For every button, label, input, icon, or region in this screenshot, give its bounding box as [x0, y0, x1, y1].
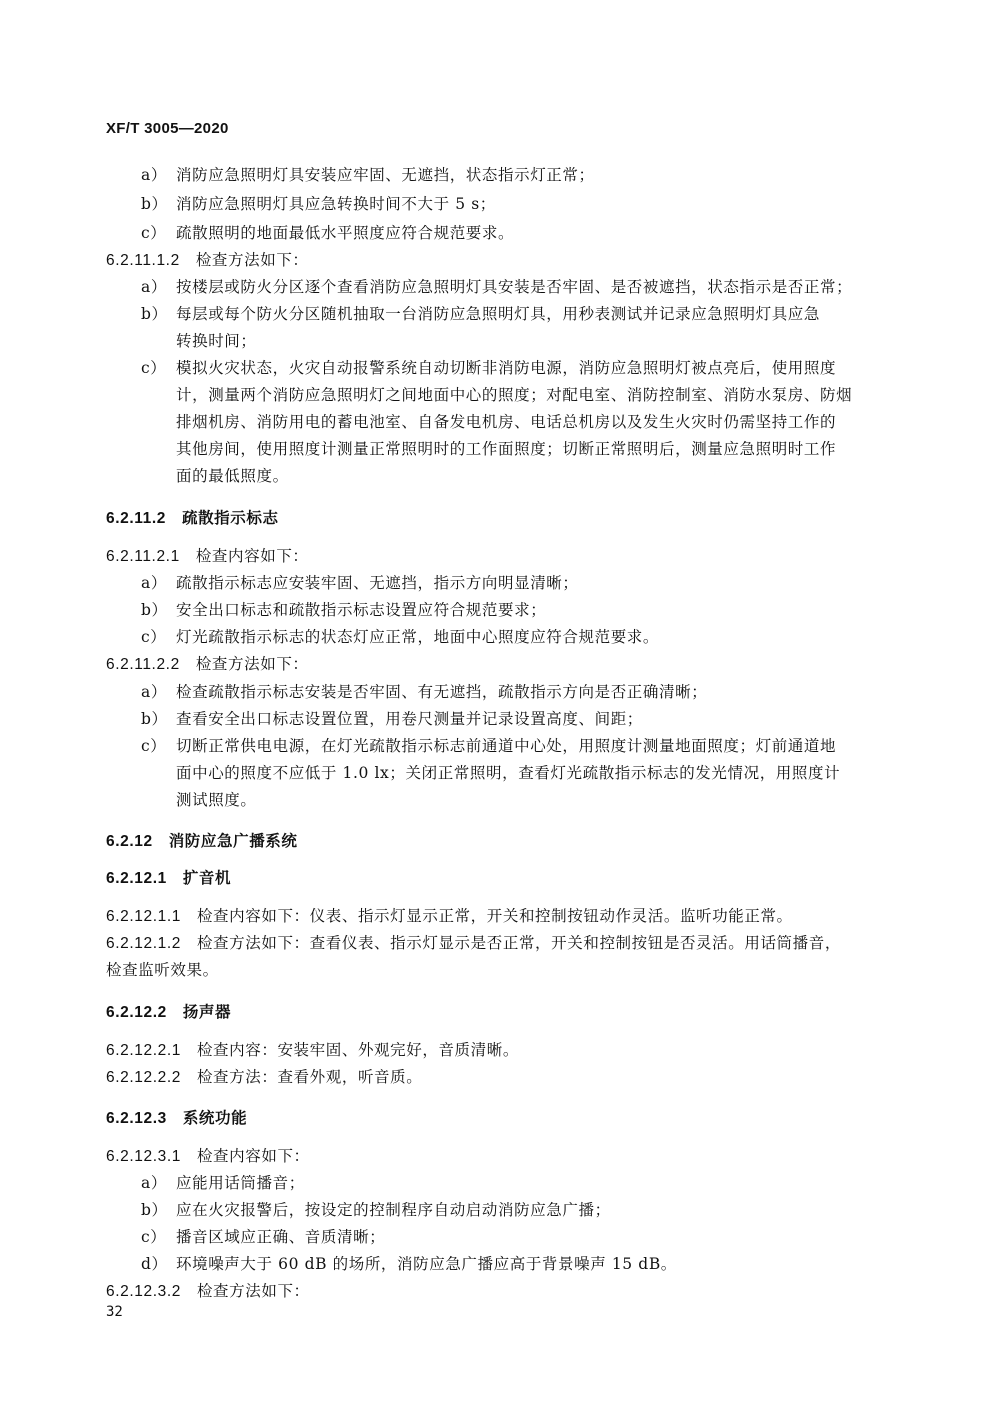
clause-text: 检查方法如下：查看仪表、指示灯显示是否正常，开关和控制按钮是否灵活。用话筒播音， [196, 934, 841, 952]
clause-number: 6.2.12.2.2 [106, 1069, 181, 1086]
clause [106, 1039, 519, 1062]
list-item [141, 708, 643, 730]
list-item-continuation: 计，测量两个消防应急照明灯之间地面中心的照度；对配电室、消防控制室、消防水泵房、防烟 [176, 386, 853, 404]
list-item [141, 681, 707, 703]
list-item-text: 按楼层或防火分区逐个查看消防应急照明灯具安装是否牢固、是否被遮挡，状态指示是否正常； [176, 278, 853, 296]
list-item-marker: d） [141, 1255, 168, 1273]
list-item-continuation: 排烟机房、消防用电的蓄电池室、自备发电机房、电话总机房以及发生火灾时仍需坚持工作的 [176, 413, 837, 431]
clause [106, 1280, 310, 1303]
list-item-continuation: 面中心的照度不应低于 1.0 lx；关闭正常照明，查看灯光疏散指示标志的发光情况，用照度计 [176, 764, 841, 782]
list-item-marker: c） [141, 1228, 167, 1246]
section-title: 扬声器 [182, 1002, 232, 1021]
section-title: 扩音机 [182, 868, 232, 887]
list-item-continuation: 面的最低照度。 [176, 467, 289, 485]
list-item [141, 626, 659, 648]
list-item-marker: c） [141, 628, 167, 646]
standard-code-header: XF/T 3005—2020 [106, 120, 229, 137]
clause-text: 检查方法如下： [195, 655, 309, 673]
list-item [141, 193, 496, 215]
clause [106, 653, 309, 676]
list-item-marker: b） [141, 710, 168, 728]
list-item-marker: a） [141, 1174, 167, 1192]
section-number: 6.2.12.3 [106, 1110, 167, 1127]
list-item-continuation: 转换时间； [176, 332, 257, 350]
clause-number: 6.2.12.3.2 [106, 1283, 181, 1300]
list-item [141, 1226, 385, 1248]
clause-number: 6.2.12.1.2 [106, 935, 181, 952]
clause-text: 检查方法如下： [196, 1282, 310, 1300]
list-item [141, 222, 514, 244]
clause-number: 6.2.11.1.2 [106, 252, 180, 269]
section-number: 6.2.12.1 [106, 870, 167, 887]
section-heading [106, 867, 231, 890]
list-item-marker: a） [141, 574, 167, 592]
paragraph-continuation: 检查监听效果。 [106, 961, 219, 979]
section-title: 系统功能 [182, 1108, 248, 1127]
clause [106, 1145, 310, 1168]
clause-text: 检查方法如下： [195, 251, 309, 269]
list-item-text: 安全出口标志和疏散指示标志设置应符合规范要求； [176, 601, 547, 619]
list-item-text: 查看安全出口标志设置位置，用卷尺测量并记录设置高度、间距； [176, 710, 643, 728]
list-item [141, 572, 579, 594]
clause-number: 6.2.12.3.1 [106, 1148, 181, 1165]
list-item-marker: a） [141, 166, 167, 184]
clause-text: 检查内容如下：仪表、指示灯显示正常，开关和控制按钮动作灵活。监听功能正常。 [196, 907, 793, 925]
section-heading [106, 830, 298, 853]
clause-number: 6.2.11.2.2 [106, 656, 180, 673]
list-item-text: 消防应急照明灯具安装应牢固、无遮挡，状态指示灯正常； [176, 166, 595, 184]
clause-number: 6.2.12.1.1 [106, 908, 181, 925]
list-item [141, 357, 836, 379]
clause [106, 1066, 422, 1089]
clause [106, 545, 309, 568]
section-number: 6.2.12.2 [106, 1004, 167, 1021]
list-item-text: 环境噪声大于 60 dB 的场所，消防应急广播应高于背景噪声 15 dB。 [176, 1255, 677, 1273]
list-item-text: 疏散指示标志应安装牢固、无遮挡，指示方向明显清晰； [176, 574, 579, 592]
clause-number: 6.2.11.2.1 [106, 548, 180, 565]
list-item-marker: b） [141, 195, 168, 213]
list-item-text: 模拟火灾状态，火灾自动报警系统自动切断非消防电源，消防应急照明灯被点亮后，使用照度 [176, 359, 837, 377]
list-item-text: 每层或每个防火分区随机抽取一台消防应急照明灯具，用秒表测试并记录应急照明灯具应急 [176, 305, 821, 323]
clause-text: 检查内容如下： [196, 1147, 310, 1165]
section-title: 消防应急广播系统 [168, 831, 298, 850]
clause [106, 249, 309, 272]
list-item-marker: a） [141, 278, 167, 296]
clause-text: 检查方法：查看外观，听音质。 [196, 1068, 423, 1086]
section-heading [106, 507, 279, 530]
list-item-text: 检查疏散指示标志安装是否牢固、有无遮挡，疏散指示方向是否正确清晰； [176, 683, 708, 701]
list-item [141, 1172, 305, 1194]
list-item-marker: c） [141, 359, 167, 377]
list-item-text: 消防应急照明灯具应急转换时间不大于 5 s； [176, 195, 496, 213]
list-item-text: 播音区域应正确、音质清晰； [176, 1228, 386, 1246]
clause-text: 检查内容：安装牢固、外观完好，音质清晰。 [196, 1041, 519, 1059]
section-number: 6.2.11.2 [106, 510, 166, 527]
list-item [141, 164, 595, 186]
section-number: 6.2.12 [106, 833, 153, 850]
list-item-marker: b） [141, 305, 168, 323]
list-item [141, 303, 820, 325]
list-item-text: 疏散照明的地面最低水平照度应符合规范要求。 [176, 224, 515, 242]
clause [106, 932, 841, 955]
section-title: 疏散指示标志 [181, 508, 279, 527]
list-item [141, 1199, 611, 1221]
list-item-text: 应在火灾报警后，按设定的控制程序自动启动消防应急广播； [176, 1201, 611, 1219]
list-item-marker: a） [141, 683, 167, 701]
list-item-continuation: 测试照度。 [176, 791, 257, 809]
list-item-marker: b） [141, 601, 168, 619]
list-item-text: 应能用话筒播音； [176, 1174, 305, 1192]
clause-number: 6.2.12.2.1 [106, 1042, 181, 1059]
clause [106, 905, 793, 928]
list-item-text: 灯光疏散指示标志的状态灯应正常，地面中心照度应符合规范要求。 [176, 628, 660, 646]
list-item-text: 切断正常供电电源，在灯光疏散指示标志前通道中心处，用照度计测量地面照度；灯前通道地 [176, 737, 837, 755]
list-item [141, 276, 852, 298]
list-item [141, 735, 836, 757]
section-heading [106, 1107, 247, 1130]
list-item [141, 1253, 677, 1275]
clause-text: 检查内容如下： [195, 547, 309, 565]
list-item-continuation: 其他房间，使用照度计测量正常照明时的工作面照度；切断正常照明后，测量应急照明时工作 [176, 440, 837, 458]
list-item-marker: b） [141, 1201, 168, 1219]
list-item [141, 599, 546, 621]
list-item-marker: c） [141, 224, 167, 242]
list-item-marker: c） [141, 737, 167, 755]
page-number: 32 [106, 1304, 123, 1320]
section-heading [106, 1001, 231, 1024]
